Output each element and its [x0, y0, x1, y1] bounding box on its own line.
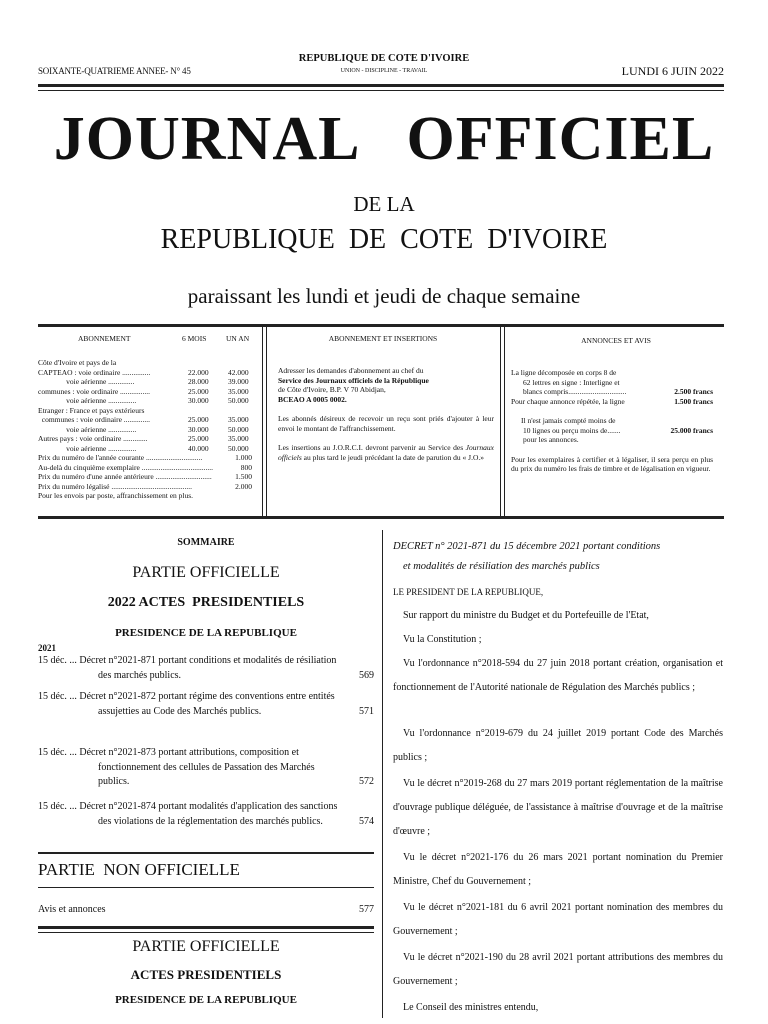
toc-entry[interactable]: 15 déc. ... Décret n°2021-874 portant modalités d'application des sanctions des violations de la réglementation des marchés publics. 574: [38, 801, 374, 827]
price-row: Prix du numéro de l'année courante .............................. 1.000: [38, 453, 252, 462]
decret-paragraph: Vu l'ordonnance n°2018-594 du 27 juin 2018 portant création, organisation et fonctionnement de l'Autorité nationale de Régulation des Marchés publics ;: [393, 658, 723, 693]
toc-entry[interactable]: 15 déc. ... Décret n°2021-873 portant attributions, composition et fonctionnement des cellules de Passation des Marchés publics. 572: [38, 747, 374, 787]
decret-paragraph: Vu le décret n°2019-268 du 27 mars 2019 portant réglementation de la maîtrise d'ouvrage publique déléguée, de l'assistance à maîtrise d'ouvrage et de la maîtrise d'œuvre ;: [393, 778, 723, 837]
non-off-rule-top: [38, 852, 374, 854]
rate-row: communes : voie ordinaire ................ 25.000 35.000: [38, 386, 249, 396]
price-row: Prix du numéro légalisé ........................................... 2.000: [38, 481, 252, 491]
de-la: DE LA: [353, 192, 415, 216]
insertions-heading: ABONNEMENT ET INSERTIONS: [328, 334, 438, 343]
actes-presidentiels: 2022 ACTES PRESIDENTIELS: [107, 595, 305, 610]
box-divider-1: [262, 327, 263, 516]
six-months-heading: 6 MOIS: [182, 334, 207, 343]
issue-date: LUNDI 6 JUIN 2022: [621, 64, 724, 78]
insertions-p1: Adresser les demandes d'abonnement au chef du Service des Journaux officiels de la République de Côte d'Ivoire, B.P. V 70 Abidjan, BCEAO A 0005 0002.: [278, 366, 429, 404]
insertions-p2: Les abonnés désireux de recevoir un reçu sont priés d'ajouter à leur envoi le montant de l'affranchissement.: [278, 414, 494, 433]
motto: UNION - DISCIPLINE - TRAVAIL: [340, 68, 428, 74]
rate-row: Côte d'Ivoire et pays de la: [38, 358, 117, 367]
presidence-heading-2: PRESIDENCE DE LA REPUBLIQUE: [115, 994, 297, 1006]
one-year-heading: UN AN: [226, 334, 250, 343]
decret-paragraph: LE PRESIDENT DE LA REPUBLIQUE,: [393, 587, 544, 597]
decret-paragraph: Vu le décret n°2021-190 du 28 avril 2021 portant attributions des membres du Gouvernement ;: [393, 952, 723, 987]
rate-row: communes : voie ordinaire .............. 25.000 35.000: [38, 415, 249, 424]
subscription-rates: [38, 334, 258, 501]
abonnement-heading: ABONNEMENT: [78, 334, 131, 343]
decret-paragraph: Vu le décret n°2021-181 du 6 avril 2021 portant nomination des membres du Gouvernement ;: [393, 902, 723, 937]
postal-note: Pour les envois par poste, affranchissement en plus.: [38, 491, 194, 500]
annonces-text: La ligne décomposée en corps 8 de 62 lettres en signe : Interligne et blancs compris............................... 2.500 francs Pour chaque annonce répétée, la ligne 1.500 francs Il n'est jamais compté moins de 10 lignes ou perçu moins de....... 25.000 francs pour les annonces. Pour les exemplaires à certifier et à légaliser, il sera perçu en plus du prix du numéro les frais de timbre et de légalisation en vigueur.: [511, 368, 713, 473]
insertions-p3: Les insertions au J.O.R.C.I. devront parvenir au Service des Journaux officiels au plus tard le jeudi précédant la date de parution du « J.O.»: [278, 443, 494, 462]
decret-paragraph: Vu la Constitution ;: [403, 634, 482, 645]
year-issue: SOIXANTE-QUATRIEME ANNEE- N° 45: [38, 66, 191, 76]
box-top-rule: [38, 324, 724, 327]
column-divider: [382, 530, 383, 1018]
box-divider-2b: [504, 327, 505, 516]
partie-officielle: PARTIE OFFICIELLE: [132, 564, 280, 581]
rate-row: Autres pays : voie ordinaire ............. 25.000 35.000: [38, 434, 249, 443]
country-name: REPUBLIQUE DE COTE D'IVOIRE: [298, 53, 470, 64]
journal-title: JOURNAL OFFICIEL: [53, 105, 715, 173]
header-rule-thick: [38, 84, 724, 87]
republic-name: REPUBLIQUE DE COTE D'IVOIRE: [160, 224, 608, 255]
decret-paragraph: Vu le décret n°2021-176 du 26 mars 2021 portant nomination du Premier Ministre, Chef du Gouvernement ;: [393, 852, 723, 887]
presidence-heading: PRESIDENCE DE LA REPUBLIQUE: [115, 627, 297, 639]
partie-officielle-2: PARTIE OFFICIELLE: [132, 938, 280, 955]
header-rule-thin: [38, 90, 724, 91]
box-divider-2: [500, 327, 501, 516]
sommaire-heading: SOMMAIRE: [177, 537, 235, 548]
toc-year: 2021: [38, 643, 56, 653]
annonces-heading: ANNONCES ET AVIS: [581, 336, 651, 345]
partie-rule-2: [38, 932, 374, 933]
price-row: Au-delà du cinquième exemplaire ...................................... 800: [38, 462, 252, 472]
rate-row: voie aérienne .............. 28.000 39.000: [38, 377, 249, 386]
partie-rule-1: [38, 926, 374, 929]
rate-row: Etranger : France et pays extérieurs: [38, 405, 145, 415]
non-off-rule-bottom: [38, 887, 374, 888]
decret-paragraph: Vu l'ordonnance n°2019-679 du 24 juillet 2019 portant Code des Marchés publics ;: [393, 728, 723, 763]
toc-entry[interactable]: 15 déc. ... Décret n°2021-872 portant régime des conventions entre entités assujetties au Code des Marchés publics. 571: [38, 691, 374, 717]
partie-non-officielle: PARTIE NON OFFICIELLE: [38, 860, 240, 879]
avis-annonces[interactable]: Avis et annonces 577: [38, 904, 374, 915]
rate-row: voie aérienne ............... 40.000 50.000: [38, 443, 249, 453]
decret-paragraph: Sur rapport du ministre du Budget et du Portefeuille de l'Etat,: [403, 610, 649, 621]
toc-entry[interactable]: 15 déc. ... Décret n°2021-871 portant conditions et modalités de résiliation des marchés publics. 569: [38, 655, 374, 681]
rate-row: voie aérienne ............... 30.000 50.000: [38, 396, 249, 405]
frequency: paraissant les lundi et jeudi de chaque semaine: [187, 284, 581, 308]
box-bottom-rule: [38, 516, 724, 519]
rate-row: CAPTEAO : voie ordinaire ............... 22.000 42.000: [38, 367, 249, 377]
rate-row: voie aérienne ............... 30.000 50.000: [38, 424, 249, 434]
box-divider-1b: [266, 327, 267, 516]
actes-presidentiels-2: ACTES PRESIDENTIELS: [130, 967, 282, 982]
decret-title: DECRET n° 2021-871 du 15 décembre 2021 portant conditions et modalités de résiliation des marchés publics: [393, 541, 661, 572]
decret-paragraph: Le Conseil des ministres entendu,: [403, 1002, 539, 1013]
insertions-text: [278, 366, 494, 462]
price-row: Prix du numéro d'une année antérieure .............................. 1.500: [38, 472, 252, 481]
